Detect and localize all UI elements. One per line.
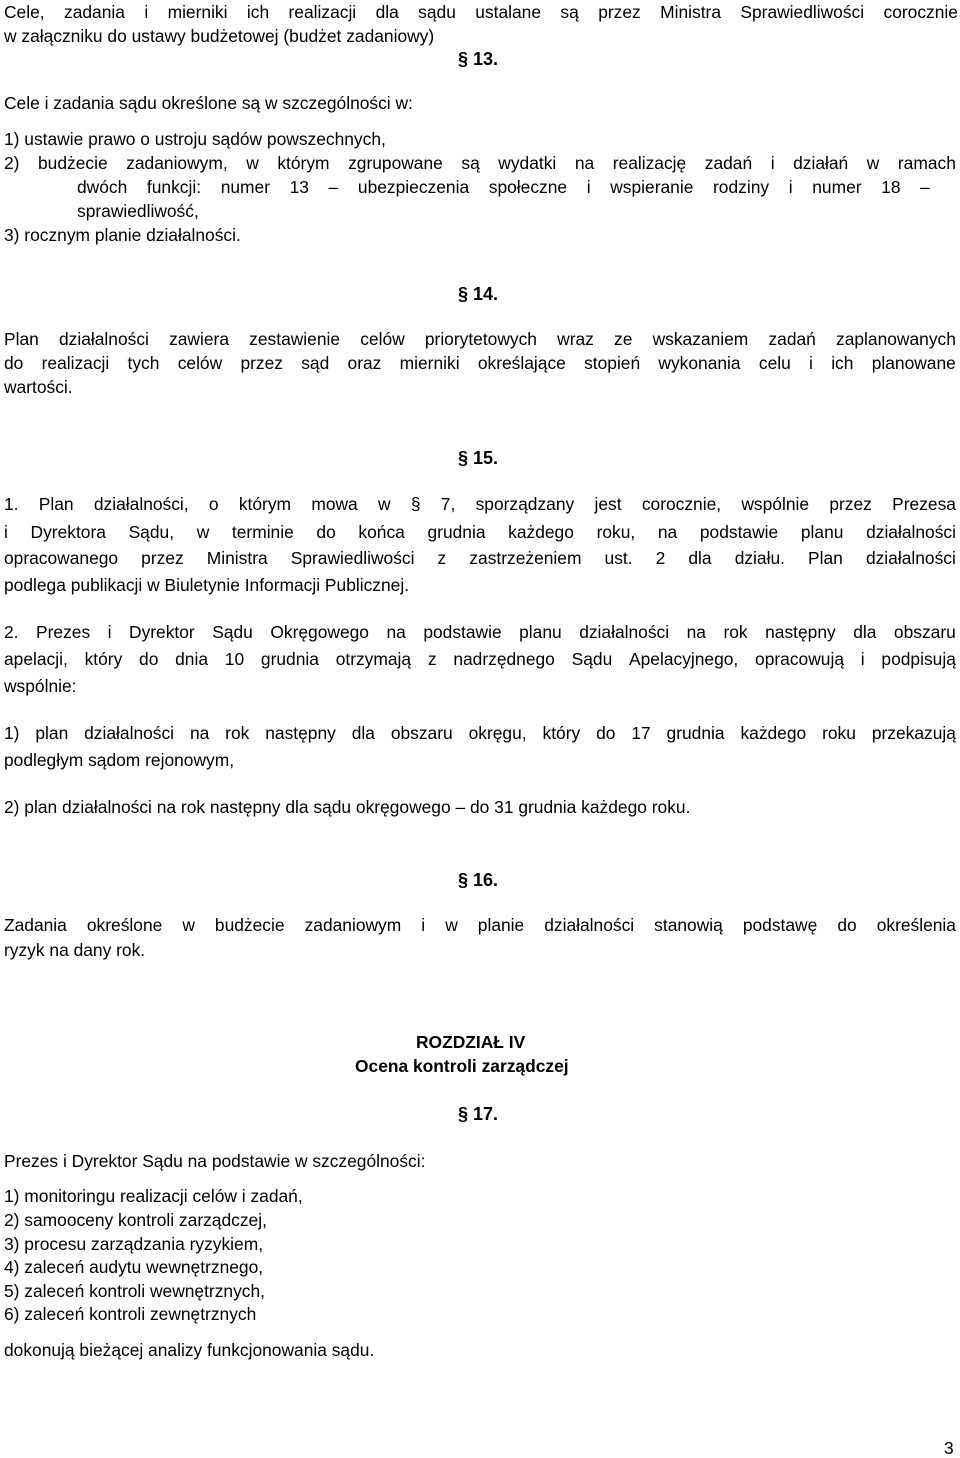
- section-15-p1-line-1: 1. Plan działalności, o którym mowa w § 7, sporządzany jest corocznie, wspólnie przez Prezesa: [4, 494, 956, 514]
- section-17-item: 4) zaleceń audytu wewnętrznego,: [4, 1257, 264, 1277]
- section-13-item-2-line-3: sprawiedliwość,: [77, 201, 199, 221]
- section-14-line-2: do realizacji tych celów przez sąd oraz mierniki określające stopień wykonania celu i ich planowane: [4, 353, 956, 373]
- section-15-item-2: 2) plan działalności na rok następny dla sądu okręgowego – do 31 grudnia każdego roku.: [4, 797, 691, 817]
- section-15-p1-line-2: i Dyrektora Sądu, w terminie do końca grudnia każdego roku, na podstawie planu działalności: [4, 522, 956, 542]
- section-17-item: 3) procesu zarządzania ryzykiem,: [4, 1234, 264, 1254]
- section-16-line-2: ryzyk na dany rok.: [4, 940, 146, 960]
- chapter-title: Ocena kontroli zarządczej: [355, 1056, 569, 1076]
- section-14-heading: § 14.: [458, 284, 499, 304]
- section-16-heading: § 16.: [458, 870, 499, 890]
- section-13-lead: Cele i zadania sądu określone są w szczególności w:: [4, 93, 413, 113]
- section-17-item: 6) zaleceń kontroli zewnętrznych: [4, 1304, 257, 1324]
- section-13-item-3: 3) rocznym planie działalności.: [4, 225, 241, 245]
- section-15-p2-line-3: wspólnie:: [4, 676, 77, 696]
- section-15-heading: § 15.: [458, 448, 499, 468]
- section-15-p1-line-3: opracowanego przez Ministra Sprawiedliwości z zastrzeżeniem ust. 2 dla działu. Plan działalności: [4, 548, 956, 568]
- section-17-lead: Prezes i Dyrektor Sądu na podstawie w szczególności:: [4, 1151, 426, 1171]
- intro-line-1: Cele, zadania i mierniki ich realizacji dla sądu ustalane są przez Ministra Sprawiedliwości corocznie: [4, 2, 958, 22]
- page-number: 3: [944, 1438, 954, 1458]
- section-15-p1-line-4: podlega publikacji w Biuletynie Informacji Publicznej.: [4, 575, 410, 595]
- chapter-number: ROZDZIAŁ IV: [416, 1032, 526, 1052]
- section-13-item-2-line-2: dwóch funkcji: numer 13 – ubezpieczenia społeczne i wspieranie rodziny i numer 18 –: [77, 177, 930, 197]
- section-15-p2-line-2: apelacji, który do dnia 10 grudnia otrzymają z nadrzędnego Sądu Apelacyjnego, opracowują i podpisują: [4, 649, 956, 669]
- section-17-closing: dokonują bieżącej analizy funkcjonowania sądu.: [4, 1340, 375, 1360]
- section-16-line-1: Zadania określone w budżecie zadaniowym i w planie działalności stanowią podstawę do określenia: [4, 915, 956, 935]
- section-15-item-1-line-1: 1) plan działalności na rok następny dla obszaru okręgu, który do 17 grudnia każdego roku przekazują: [4, 723, 956, 743]
- section-17-item: 5) zaleceń kontroli wewnętrznych,: [4, 1281, 265, 1301]
- section-13-heading: § 13.: [458, 49, 499, 69]
- section-17-item: 2) samooceny kontroli zarządczej,: [4, 1210, 267, 1230]
- section-15-p2-line-1: 2. Prezes i Dyrektor Sądu Okręgowego na podstawie planu działalności na rok następny dla obszaru: [4, 622, 956, 642]
- section-13-item-2-line-1: 2) budżecie zadaniowym, w którym zgrupowane są wydatki na realizację zadań i działań w ramach: [4, 153, 956, 173]
- intro-line-2: w załączniku do ustawy budżetowej (budżet zadaniowy): [4, 26, 435, 46]
- section-14-line-3: wartości.: [4, 377, 73, 397]
- section-17-heading: § 17.: [458, 1104, 499, 1124]
- section-15-item-1-line-2: podległym sądom rejonowym,: [4, 750, 235, 770]
- section-14-line-1: Plan działalności zawiera zestawienie celów priorytetowych wraz ze wskazaniem zadań zaplanowanych: [4, 329, 956, 349]
- section-17-item: 1) monitoringu realizacji celów i zadań,: [4, 1186, 303, 1206]
- section-13-item-1: 1) ustawie prawo o ustroju sądów powszechnych,: [4, 129, 386, 149]
